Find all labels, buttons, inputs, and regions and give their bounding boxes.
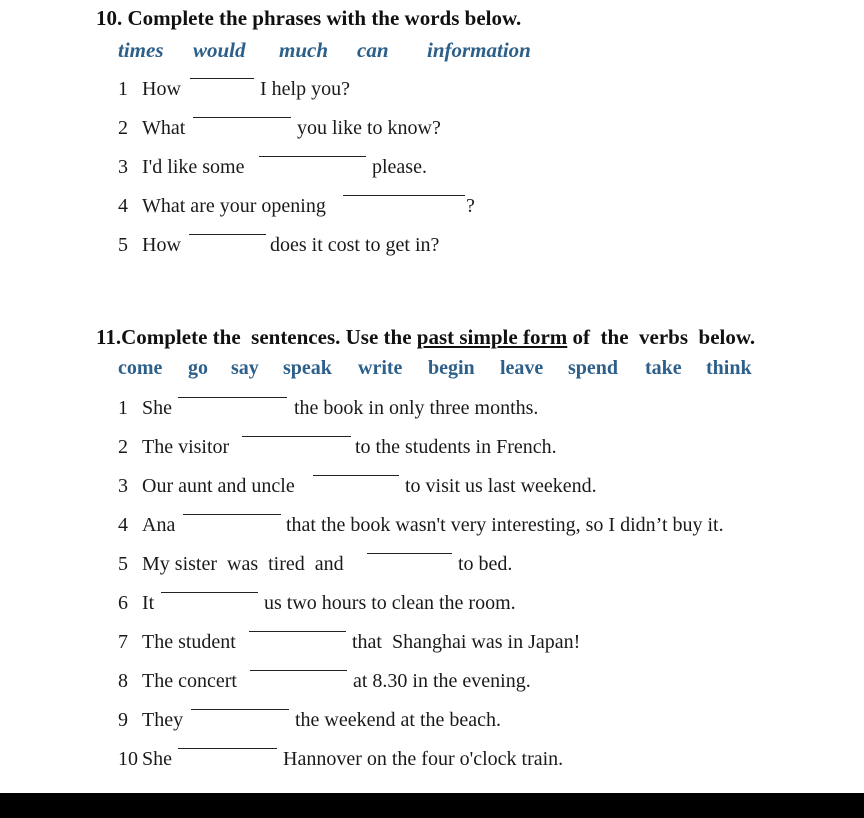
word-bank-item: speak: [283, 357, 332, 379]
title-part: 11.Complete the sentences. Use the: [96, 325, 417, 349]
answer-blank[interactable]: [183, 514, 281, 515]
item-text-before: She: [142, 397, 172, 419]
answer-blank[interactable]: [178, 748, 277, 749]
item-number: 6: [118, 592, 128, 614]
item-text-before: What are your opening: [142, 195, 326, 217]
word-bank-item: times: [118, 38, 164, 62]
answer-blank[interactable]: [193, 117, 291, 118]
item-number: 5: [118, 234, 128, 256]
answer-blank[interactable]: [242, 436, 351, 437]
item-text-before: The concert: [142, 670, 237, 692]
item-text-after: at 8.30 in the evening.: [353, 670, 531, 692]
answer-blank[interactable]: [191, 709, 289, 710]
item-text-before: What: [142, 117, 186, 139]
answer-blank[interactable]: [178, 397, 287, 398]
word-bank-item: begin: [428, 357, 475, 379]
title-underlined-part: past simple form: [416, 325, 568, 349]
item-text-before: It: [142, 592, 155, 614]
item-text-before: The student: [142, 631, 236, 653]
item-text-after: does it cost to get in?: [270, 234, 440, 256]
exercise-10-title: 10. Complete the phrases with the words below.: [96, 6, 522, 30]
item-text-before: How: [142, 234, 181, 256]
item-text-after: the book in only three months.: [294, 397, 539, 419]
answer-blank[interactable]: [259, 156, 366, 157]
answer-blank[interactable]: [190, 78, 254, 79]
item-number: 3: [118, 475, 128, 497]
word-bank-item: information: [427, 38, 531, 62]
answer-blank[interactable]: [250, 670, 347, 671]
answer-blank[interactable]: [343, 195, 465, 196]
item-text-before: The visitor: [142, 436, 230, 458]
title-part: of the verbs below.: [567, 325, 756, 349]
word-bank-item: say: [231, 357, 259, 379]
answer-blank[interactable]: [249, 631, 346, 632]
item-text-after: please.: [372, 156, 427, 178]
item-text-after: us two hours to clean the room.: [264, 592, 516, 614]
item-number: 2: [118, 436, 128, 458]
answer-blank[interactable]: [161, 592, 258, 593]
word-bank-item: can: [357, 38, 389, 62]
item-text-after: to the students in French.: [355, 436, 557, 458]
item-text-before: She: [142, 748, 172, 770]
answer-blank[interactable]: [367, 553, 452, 554]
item-text-before: My sister was tired and: [142, 553, 344, 575]
item-number: 7: [118, 631, 128, 653]
word-bank-item: write: [358, 357, 403, 379]
item-number: 2: [118, 117, 128, 139]
item-text-after: to visit us last weekend.: [405, 475, 597, 497]
item-number: 10: [118, 748, 138, 770]
item-text-before: I'd like some: [142, 156, 245, 178]
word-bank-item: much: [279, 38, 329, 62]
bottom-black-bar: [0, 793, 864, 818]
item-text-after: that the book wasn't very interesting, so I didn’t buy it.: [286, 514, 724, 536]
item-number: 4: [118, 195, 128, 217]
item-number: 1: [118, 397, 128, 419]
answer-blank[interactable]: [189, 234, 266, 235]
item-text-before: Ana: [142, 514, 176, 536]
item-text-after: to bed.: [458, 553, 513, 575]
item-text-before: Our aunt and uncle: [142, 475, 295, 497]
item-number: 3: [118, 156, 128, 178]
item-text-after: I help you?: [260, 78, 350, 100]
item-text-before: How: [142, 78, 181, 100]
item-text-after: ?: [466, 195, 475, 217]
item-text-after: the weekend at the beach.: [295, 709, 502, 731]
item-text-before: They: [142, 709, 184, 731]
word-bank-item: leave: [500, 357, 544, 379]
item-number: 1: [118, 78, 128, 100]
word-bank-item: take: [645, 357, 682, 379]
word-bank-item: spend: [568, 357, 619, 379]
item-text-after: Hannover on the four o'clock train.: [283, 748, 564, 770]
item-text-after: you like to know?: [297, 117, 441, 139]
word-bank-item: come: [118, 357, 163, 379]
answer-blank[interactable]: [313, 475, 399, 476]
exercise-10-word-bank: [0, 38, 864, 64]
word-bank-item: go: [188, 357, 208, 379]
exercise-11-word-bank: [0, 357, 864, 383]
word-bank-item: think: [706, 357, 752, 379]
item-number: 8: [118, 670, 128, 692]
item-number: 4: [118, 514, 128, 536]
word-bank-item: would: [193, 38, 246, 62]
exercise-11-title: [96, 325, 755, 350]
item-text-after: that Shanghai was in Japan!: [352, 631, 581, 653]
item-number: 9: [118, 709, 128, 731]
item-number: 5: [118, 553, 128, 575]
